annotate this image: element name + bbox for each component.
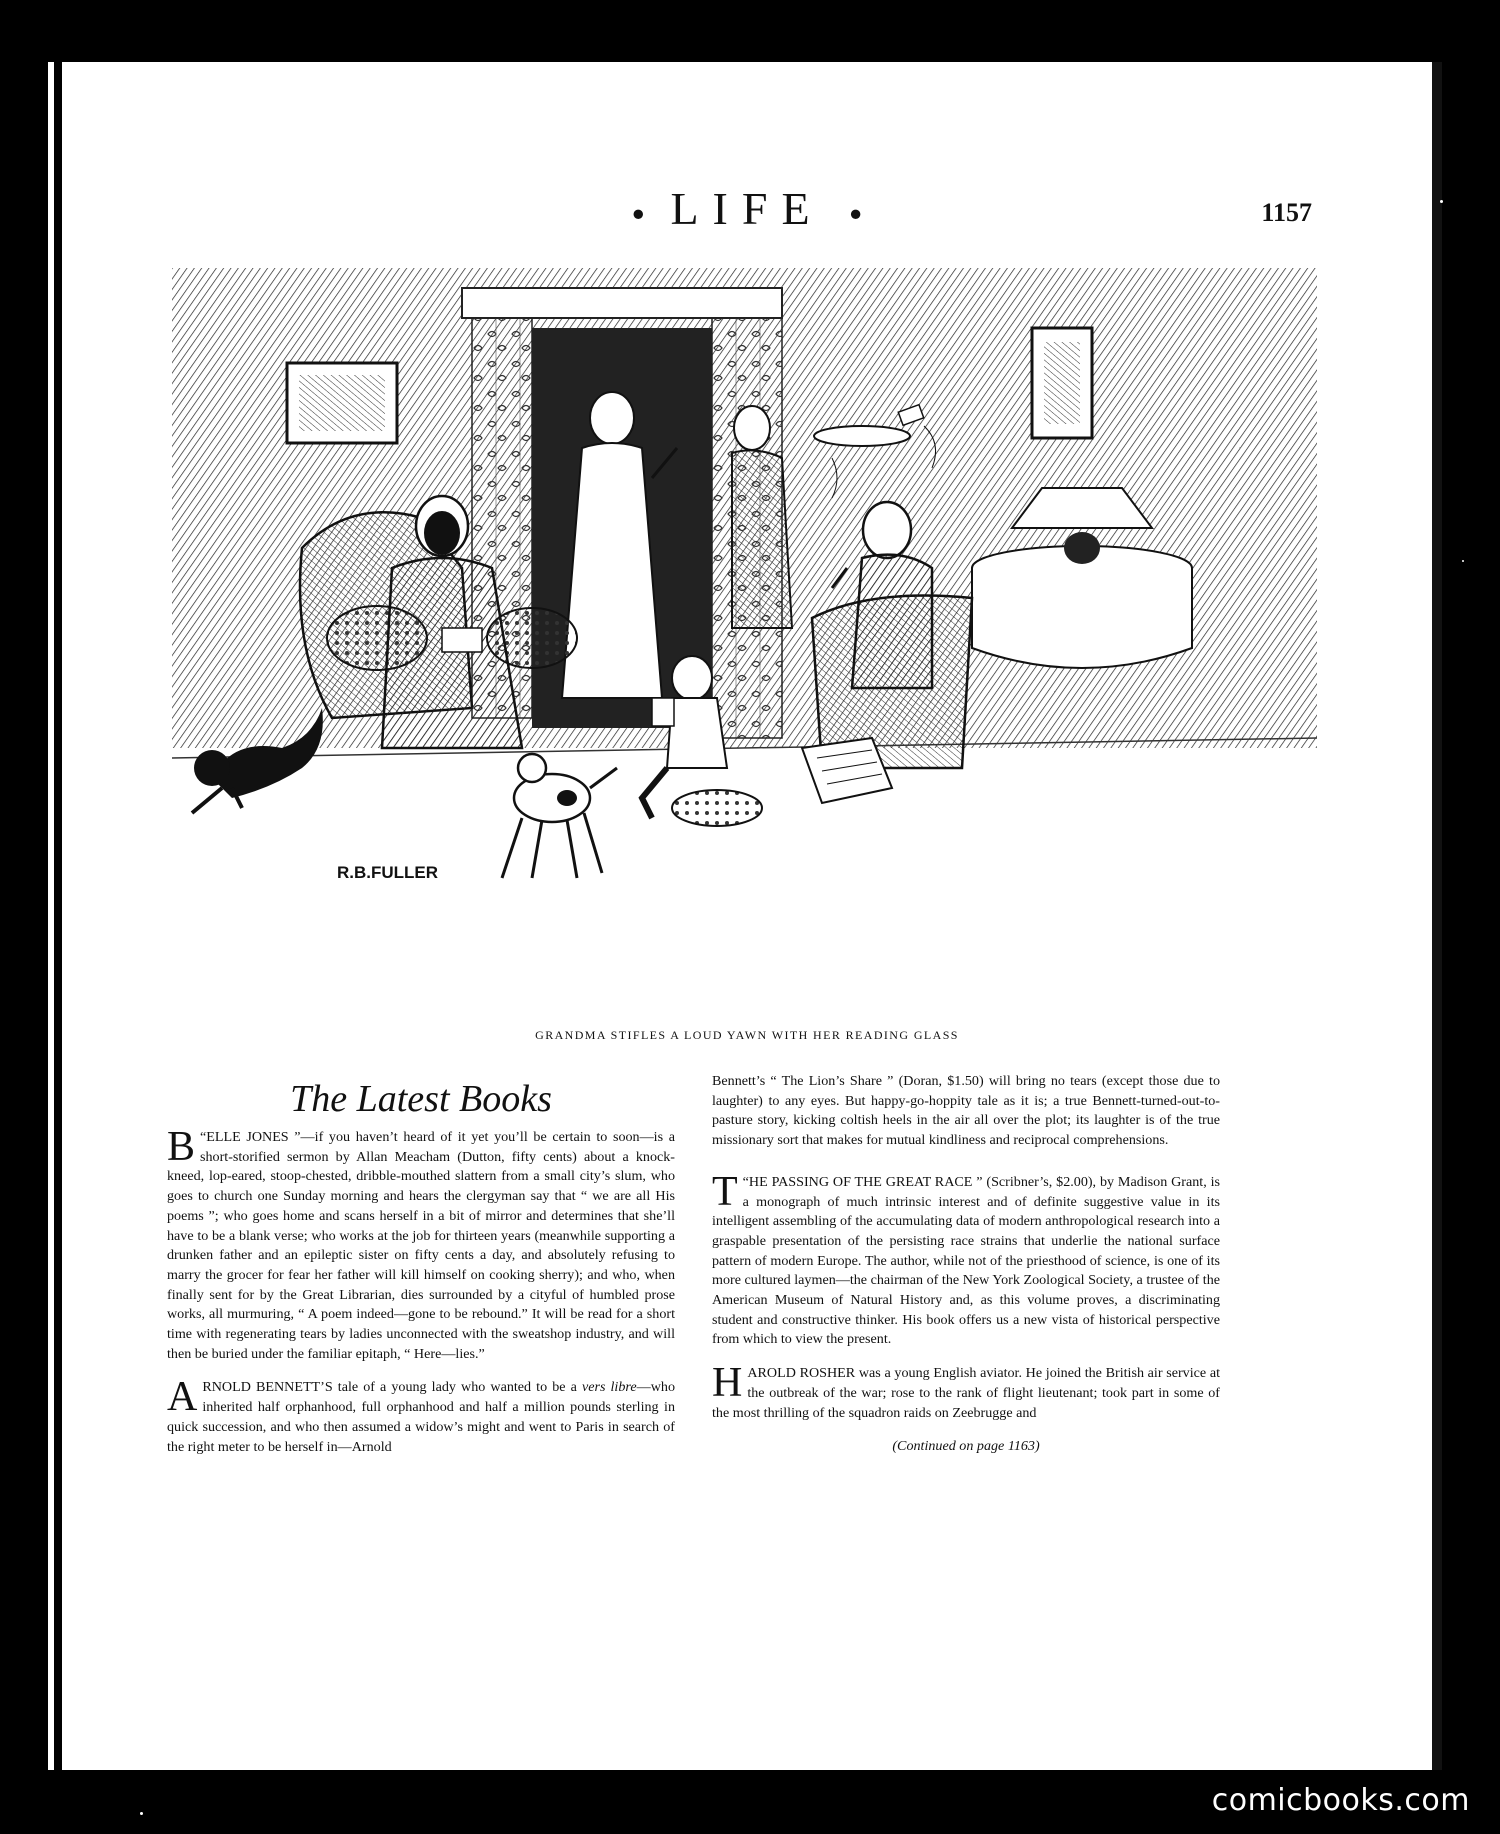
paragraph-italic: vers libre [581, 1379, 637, 1396]
scan-speck [140, 1812, 143, 1815]
continued-notice: (Continued on page 1163) [892, 1438, 1040, 1455]
reading-glass [424, 511, 460, 555]
footstool [672, 790, 762, 826]
review-lions-share: Bennett’s “ The Lion’s Share ” (Doran, $1.50) will bring no tears (except those due to laughter) to any eyes. But happy-go-hoppity tale as it is; a true Bennett-turned-out-to-pasture story, kicking coltish heels in the air all over the plot; its laughter is of the true missionary sort that makes for mutual kindliness and reciprocal comprehensions. [712, 1073, 1220, 1149]
site-watermark[interactable]: comicbooks.com [1211, 1783, 1470, 1818]
masthead-dot-left-icon: ● [631, 200, 645, 226]
scan-speck [1462, 560, 1464, 562]
drop-cap: H [712, 1360, 743, 1407]
article-columns [167, 1072, 1327, 1712]
right-column [712, 1072, 1220, 1471]
magazine-page [62, 62, 1432, 1770]
door-lintel [462, 288, 782, 318]
facing-page-edge [48, 62, 54, 1770]
review-belle-jones [167, 1124, 675, 1364]
paragraph-text: RNOLD BENNETT’S tale of a young lady who wanted to be a [202, 1379, 582, 1396]
maid-figure [732, 450, 792, 628]
paragraph-text: —who inherited half orphanhood, full orphanhood and half a million pounds sterling in quick succession, and who then assumed a widow’s might and went to Paris in search of the right meter to be herself in—Arnold [167, 1379, 675, 1455]
scan-speck [1440, 200, 1443, 203]
article-title: The Latest Books [290, 1078, 552, 1120]
boy-figure [667, 698, 727, 768]
drop-cap: T [712, 1168, 738, 1215]
page-header [62, 182, 1432, 242]
review-arnold-bennett [167, 1374, 675, 1457]
illustration-caption: GRANDMA STIFLES A LOUD YAWN WITH HER READING GLASS [535, 1028, 959, 1042]
left-column [167, 1072, 675, 1471]
paragraph-text: AROLD ROSHER was a young English aviator. He joined the British air service at the outbreak of the war; rose to the rank of flight lieutenant; took part in some of the most thrilling of the squadron raids on Zeebrugge and [712, 1365, 1220, 1421]
drop-cap: A [167, 1374, 198, 1421]
side-table [972, 568, 1192, 668]
drop-cap: B [167, 1124, 196, 1170]
tray [814, 426, 910, 446]
review-passing-great-race [712, 1168, 1220, 1350]
masthead-title: LIFE [670, 183, 824, 234]
paragraph-text: “ELLE JONES ”—if you haven’t heard of it yet you’ll be certain to soon—is a short-storified sermon by Allan Meacham (Dutton, fifty cents) about a knock-kneed, lop-eared, stoop-chested, dribble-mouthed slattern from a small city’s slum, who goes to church one Sunday morning and hears the clergyman say that “ we are all His poems ”; who goes home and scans herself in a bit of mirror and determines that she’ll have to be a blank verse; who works at the job for thirteen years (meanwhile supporting a drunken father and an epileptic sister on fifty cents a day, and absolutely refusing to marry the grocer for fear her father will kill himself on cooking sherry); and who, when finally sent for by the Great Librarian, dies surrounded by a cityful of humbled prose works, all murmuring, “ A poem indeed—gone to be rebound.” It will be read for a short time with regenerating tears by ladies unconnected with the sweatshop industry, and will then be buried under the familiar epitaph, “ Here—lies.” [167, 1129, 675, 1362]
review-harold-rosher [712, 1360, 1220, 1423]
paragraph-text: “HE PASSING OF THE GREAT RACE ” (Scribner’s, $2.00), by Madison Grant, is a monograph of much intrinsic interest and of definite suggestive value in its intelligent assembling of the accumulating data of modern anthropological research into a graspable presentation of the persisting race strains that underlie the national surface pattern of modern Europe. The author, while not of the priesthood of science, is one of its more cultured laymen—the chairman of the New York Zoological Society, a trustee of the American Museum of Natural History and, as this volume proves, a discriminating student and constructive thinker. His book offers us a new vista of historical perspective from which to view the present. [712, 1173, 1220, 1348]
page-number: 1157 [1261, 198, 1312, 227]
masthead [62, 182, 1432, 235]
masthead-dot-right-icon: ● [849, 200, 863, 226]
grandpa-figure [852, 555, 932, 688]
cartoon-drawing [172, 268, 1317, 998]
page-shadow-edge [1432, 62, 1442, 1770]
cartoon-illustration [172, 268, 1317, 998]
artist-signature: R.B.FULLER [337, 863, 439, 882]
